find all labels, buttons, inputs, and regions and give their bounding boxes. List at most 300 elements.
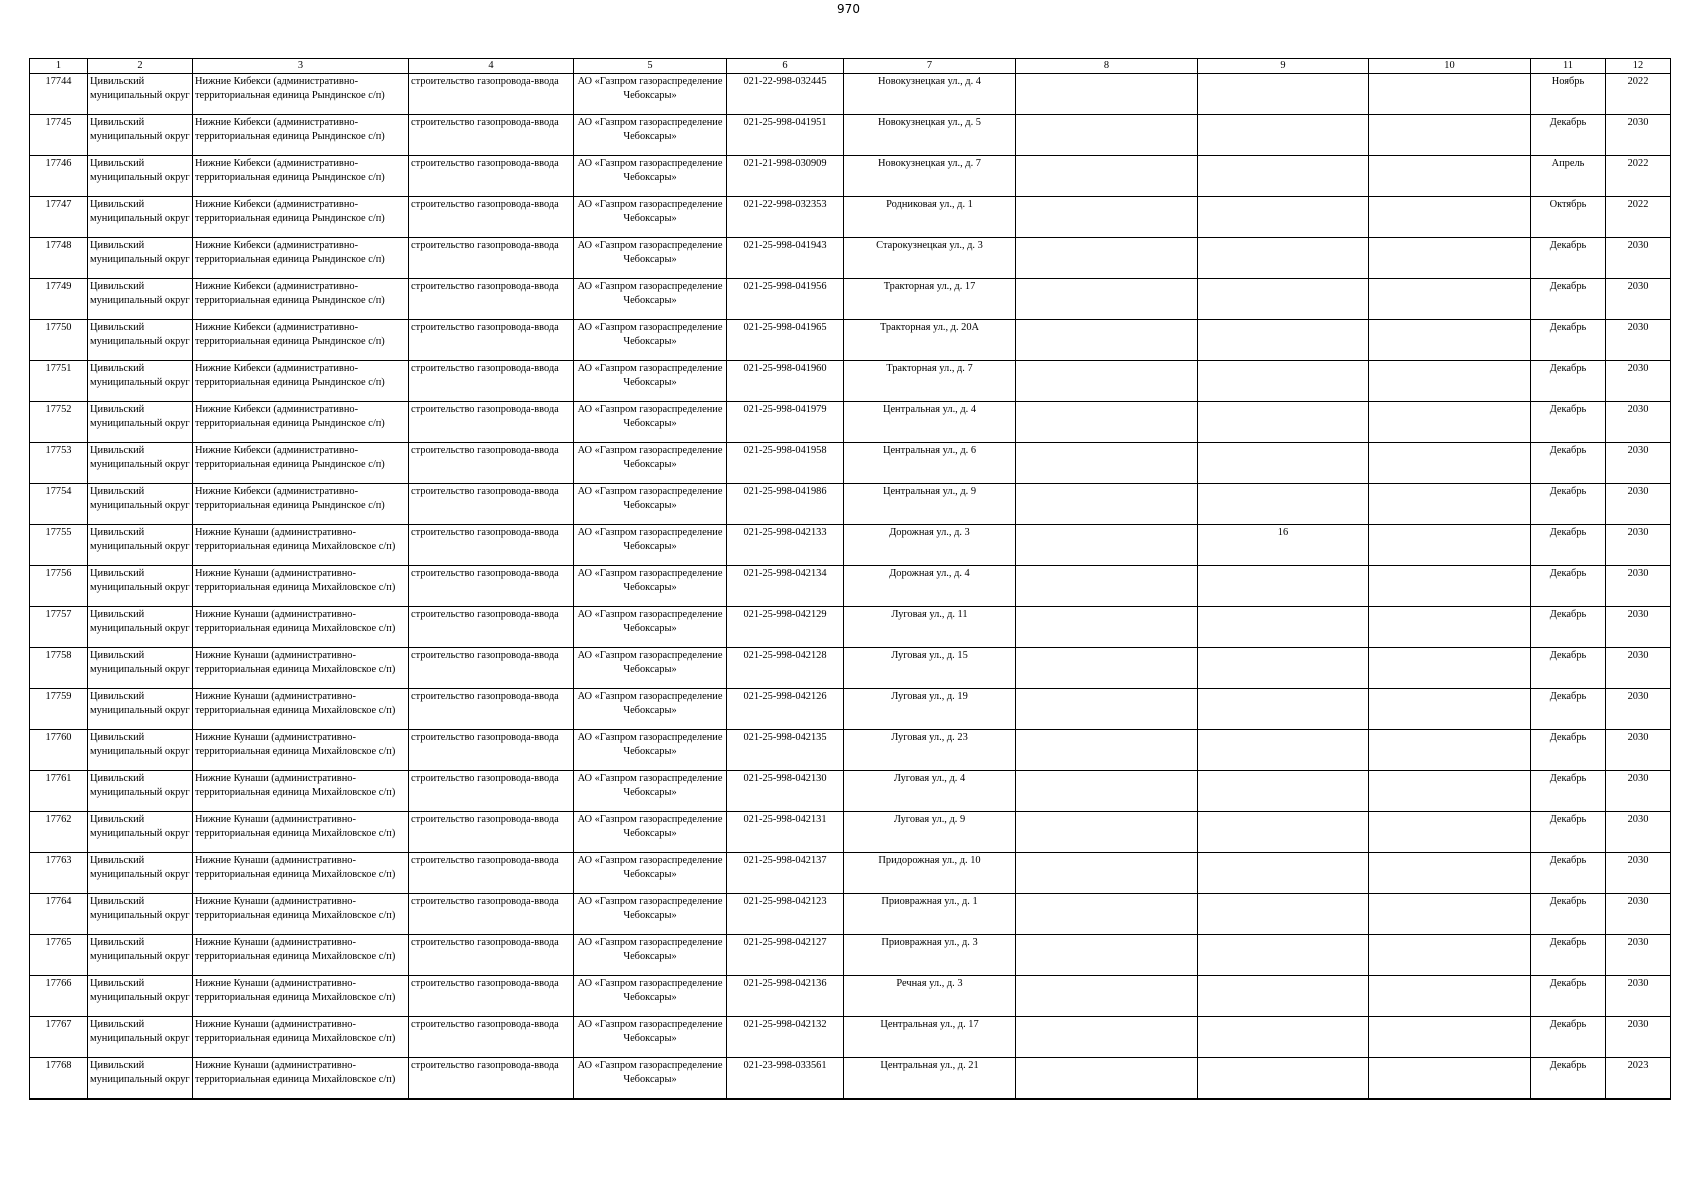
- settlement-name: Нижние Кибекси (административно-территориальная единица Рындинское с/п): [195, 404, 385, 429]
- address: Луговая ул., д. 19: [891, 691, 968, 702]
- settlement-name-cell: [193, 74, 409, 115]
- address-cell: [844, 115, 1016, 156]
- work-type: строительство газопровода-ввода: [411, 240, 559, 251]
- organization-name-cell: [574, 361, 727, 402]
- work-type: строительство газопровода-ввода: [411, 1060, 559, 1071]
- deadline-month: Декабрь: [1549, 773, 1587, 784]
- work-type: строительство газопровода-ввода: [411, 76, 559, 87]
- column-9-value: [1198, 484, 1368, 524]
- settlement-name-cell: [193, 935, 409, 976]
- column-10-value: [1369, 894, 1530, 934]
- district-name-cell: [88, 853, 193, 894]
- column-9-value-cell: [1198, 74, 1369, 115]
- column-10-value: [1369, 484, 1530, 524]
- district-name-cell: [88, 976, 193, 1017]
- column-8-value-cell: [1016, 1058, 1198, 1100]
- organization-name: АО «Газпром газораспределение Чебоксары»: [577, 240, 723, 265]
- settlement-name-cell: [193, 238, 409, 279]
- column-9-value-cell: [1198, 935, 1369, 976]
- column-8-value: [1016, 894, 1197, 934]
- settlement-name-cell: [193, 115, 409, 156]
- record-number: 17762: [45, 814, 72, 825]
- district-name: Цивильский муниципальный округ: [90, 76, 190, 101]
- organization-name: АО «Газпром газораспределение Чебоксары»: [577, 1019, 723, 1044]
- column-8-value-cell: [1016, 730, 1198, 771]
- deadline-year: 2030: [1627, 281, 1649, 292]
- deadline-month-cell: [1531, 689, 1606, 730]
- object-code-cell: [727, 197, 844, 238]
- deadline-year-cell: [1606, 484, 1671, 525]
- district-name: Цивильский муниципальный округ: [90, 732, 190, 757]
- object-code: 021-25-998-042126: [743, 691, 827, 702]
- deadline-year-cell: [1606, 607, 1671, 648]
- column-9-value-cell: [1198, 1058, 1369, 1100]
- settlement-name: Нижние Кунаши (административно-территориальная единица Михайловское с/п): [195, 732, 396, 757]
- object-code: 021-25-998-042128: [743, 650, 827, 661]
- object-code: 021-25-998-042134: [743, 568, 827, 579]
- column-10-value: [1369, 812, 1530, 852]
- work-type-cell: [409, 402, 574, 443]
- work-type-cell: [409, 279, 574, 320]
- column-10-value-cell: [1369, 935, 1531, 976]
- column-8-value: [1016, 238, 1197, 278]
- district-name-cell: [88, 484, 193, 525]
- organization-name-cell: [574, 402, 727, 443]
- settlement-name: Нижние Кибекси (административно-территориальная единица Рындинское с/п): [195, 486, 385, 511]
- column-header: 2: [88, 59, 193, 74]
- district-name-cell: [88, 320, 193, 361]
- table-row: [30, 894, 1671, 935]
- deadline-month: Декабрь: [1549, 937, 1587, 948]
- organization-name: АО «Газпром газораспределение Чебоксары»: [577, 568, 723, 593]
- record-number: 17749: [45, 281, 72, 292]
- column-9-value-cell: [1198, 279, 1369, 320]
- organization-name-cell: [574, 1058, 727, 1100]
- column-8-value: [1016, 1017, 1197, 1057]
- record-number: 17750: [45, 322, 72, 333]
- table-row: [30, 484, 1671, 525]
- deadline-month: Декабрь: [1549, 363, 1587, 374]
- deadline-year: 2030: [1627, 896, 1649, 907]
- address-cell: [844, 648, 1016, 689]
- work-type: строительство газопровода-ввода: [411, 609, 559, 620]
- deadline-year: 2030: [1627, 1019, 1649, 1030]
- object-code: 021-25-998-041943: [743, 240, 827, 251]
- address: Родниковая ул., д. 1: [886, 199, 973, 210]
- record-number: 17754: [45, 486, 72, 497]
- record-number-cell: [30, 1017, 88, 1058]
- organization-name-cell: [574, 443, 727, 484]
- settlement-name: Нижние Кибекси (административно-территориальная единица Рындинское с/п): [195, 240, 385, 265]
- table-body: [30, 74, 1671, 1100]
- address-cell: [844, 894, 1016, 935]
- column-10-value: [1369, 361, 1530, 401]
- column-9-value: [1198, 935, 1368, 975]
- column-10-value: [1369, 443, 1530, 483]
- address-cell: [844, 730, 1016, 771]
- deadline-year: 2030: [1627, 527, 1649, 538]
- settlement-name: Нижние Кунаши (административно-территориальная единица Михайловское с/п): [195, 1019, 396, 1044]
- organization-name: АО «Газпром газораспределение Чебоксары»: [577, 937, 723, 962]
- address: Придорожная ул., д. 10: [878, 855, 981, 866]
- deadline-year: 2022: [1627, 158, 1649, 169]
- column-8-value: [1016, 1058, 1197, 1098]
- address: Луговая ул., д. 23: [891, 732, 968, 743]
- column-numbers-row: [30, 59, 1671, 74]
- district-name: Цивильский муниципальный округ: [90, 117, 190, 142]
- record-number-cell: [30, 935, 88, 976]
- deadline-year-cell: [1606, 402, 1671, 443]
- column-9-value: [1198, 443, 1368, 483]
- column-8-value-cell: [1016, 197, 1198, 238]
- object-code: 021-25-998-041979: [743, 404, 827, 415]
- column-10-value: [1369, 935, 1530, 975]
- deadline-year-cell: [1606, 689, 1671, 730]
- settlement-name: Нижние Кунаши (административно-территориальная единица Михайловское с/п): [195, 896, 396, 921]
- organization-name-cell: [574, 197, 727, 238]
- deadline-month: Декабрь: [1549, 445, 1587, 456]
- deadline-month: Декабрь: [1549, 855, 1587, 866]
- work-type-cell: [409, 730, 574, 771]
- district-name: Цивильский муниципальный округ: [90, 404, 190, 429]
- organization-name: АО «Газпром газораспределение Чебоксары»: [577, 855, 723, 880]
- address: Тракторная ул., д. 20А: [879, 322, 980, 333]
- district-name: Цивильский муниципальный округ: [90, 445, 190, 470]
- deadline-year: 2022: [1627, 76, 1649, 87]
- column-header: 4: [409, 59, 574, 74]
- address: Центральная ул., д. 6: [882, 445, 977, 456]
- organization-name: АО «Газпром газораспределение Чебоксары»: [577, 281, 723, 306]
- column-10-value-cell: [1369, 197, 1531, 238]
- column-9-value: [1198, 566, 1368, 606]
- settlement-name: Нижние Кунаши (административно-территориальная единица Михайловское с/п): [195, 855, 396, 880]
- deadline-month-cell: [1531, 361, 1606, 402]
- work-type-cell: [409, 74, 574, 115]
- column-9-value-cell: [1198, 607, 1369, 648]
- address-cell: [844, 197, 1016, 238]
- work-type: строительство газопровода-ввода: [411, 527, 559, 538]
- deadline-year-cell: [1606, 525, 1671, 566]
- column-header: 10: [1369, 59, 1531, 74]
- district-name-cell: [88, 935, 193, 976]
- table-header: [30, 59, 1671, 74]
- deadline-month-cell: [1531, 566, 1606, 607]
- deadline-year: 2022: [1627, 199, 1649, 210]
- organization-name-cell: [574, 566, 727, 607]
- deadline-month-cell: [1531, 1017, 1606, 1058]
- deadline-month: Декабрь: [1549, 691, 1587, 702]
- work-type-cell: [409, 484, 574, 525]
- organization-name-cell: [574, 935, 727, 976]
- column-9-value-cell: [1198, 1017, 1369, 1058]
- column-10-value: [1369, 156, 1530, 196]
- deadline-year: 2030: [1627, 691, 1649, 702]
- deadline-year: 2030: [1627, 240, 1649, 251]
- table-row: [30, 361, 1671, 402]
- address: Центральная ул., д. 21: [880, 1060, 979, 1071]
- work-type: строительство газопровода-ввода: [411, 568, 559, 579]
- column-8-value: [1016, 279, 1197, 319]
- column-9-value-cell: [1198, 443, 1369, 484]
- settlement-name: Нижние Кибекси (административно-территориальная единица Рындинское с/п): [195, 117, 385, 142]
- deadline-year-cell: [1606, 279, 1671, 320]
- deadline-year: 2023: [1627, 1060, 1649, 1071]
- deadline-month-cell: [1531, 279, 1606, 320]
- record-number: 17757: [45, 609, 72, 620]
- address-cell: [844, 156, 1016, 197]
- deadline-month-cell: [1531, 484, 1606, 525]
- object-code: 021-25-998-041965: [743, 322, 827, 333]
- column-10-value-cell: [1369, 1058, 1531, 1100]
- settlement-name-cell: [193, 197, 409, 238]
- table-row: [30, 812, 1671, 853]
- column-header: 1: [30, 59, 88, 74]
- organization-name: АО «Газпром газораспределение Чебоксары»: [577, 527, 723, 552]
- object-code-cell: [727, 279, 844, 320]
- deadline-month: Декабрь: [1549, 486, 1587, 497]
- deadline-year: 2030: [1627, 937, 1649, 948]
- deadline-year: 2030: [1627, 609, 1649, 620]
- address-cell: [844, 443, 1016, 484]
- object-code-cell: [727, 525, 844, 566]
- record-number-cell: [30, 1058, 88, 1100]
- work-type-cell: [409, 238, 574, 279]
- deadline-year-cell: [1606, 976, 1671, 1017]
- deadline-month-cell: [1531, 1058, 1606, 1100]
- district-name: Цивильский муниципальный округ: [90, 937, 190, 962]
- district-name: Цивильский муниципальный округ: [90, 568, 190, 593]
- column-9-value: [1198, 812, 1368, 852]
- column-10-value-cell: [1369, 361, 1531, 402]
- deadline-year: 2030: [1627, 486, 1649, 497]
- deadline-year-cell: [1606, 566, 1671, 607]
- record-number-cell: [30, 115, 88, 156]
- column-8-value-cell: [1016, 648, 1198, 689]
- deadline-year-cell: [1606, 935, 1671, 976]
- district-name: Цивильский муниципальный округ: [90, 773, 190, 798]
- column-8-value-cell: [1016, 1017, 1198, 1058]
- address-cell: [844, 74, 1016, 115]
- address-cell: [844, 484, 1016, 525]
- district-name-cell: [88, 1017, 193, 1058]
- work-type: строительство газопровода-ввода: [411, 937, 559, 948]
- object-code-cell: [727, 771, 844, 812]
- district-name: Цивильский муниципальный округ: [90, 650, 190, 675]
- work-type-cell: [409, 976, 574, 1017]
- column-10-value-cell: [1369, 156, 1531, 197]
- organization-name-cell: [574, 484, 727, 525]
- address: Тракторная ул., д. 17: [883, 281, 976, 292]
- column-10-value-cell: [1369, 115, 1531, 156]
- settlement-name: Нижние Кунаши (административно-территориальная единица Михайловское с/п): [195, 937, 396, 962]
- settlement-name-cell: [193, 730, 409, 771]
- deadline-month: Декабрь: [1549, 732, 1587, 743]
- district-name: Цивильский муниципальный округ: [90, 814, 190, 839]
- organization-name: АО «Газпром газораспределение Чебоксары»: [577, 732, 723, 757]
- organization-name: АО «Газпром газораспределение Чебоксары»: [577, 896, 723, 921]
- column-8-value: [1016, 648, 1197, 688]
- column-8-value-cell: [1016, 361, 1198, 402]
- organization-name: АО «Газпром газораспределение Чебоксары»: [577, 978, 723, 1003]
- deadline-month: Декабрь: [1549, 568, 1587, 579]
- deadline-year: 2030: [1627, 404, 1649, 415]
- column-8-value-cell: [1016, 320, 1198, 361]
- organization-name: АО «Газпром газораспределение Чебоксары»: [577, 322, 723, 347]
- object-code-cell: [727, 689, 844, 730]
- work-type-cell: [409, 935, 574, 976]
- object-code: 021-25-998-042133: [743, 527, 827, 538]
- organization-name: АО «Газпром газораспределение Чебоксары»: [577, 363, 723, 388]
- table-row: [30, 238, 1671, 279]
- organization-name: АО «Газпром газораспределение Чебоксары»: [577, 158, 723, 183]
- record-number-cell: [30, 771, 88, 812]
- record-number: 17767: [45, 1019, 72, 1030]
- column-header: 11: [1531, 59, 1606, 74]
- work-type-cell: [409, 320, 574, 361]
- work-type-cell: [409, 156, 574, 197]
- district-name-cell: [88, 525, 193, 566]
- organization-name-cell: [574, 730, 727, 771]
- column-header: 12: [1606, 59, 1671, 74]
- record-number-cell: [30, 566, 88, 607]
- column-header: 6: [727, 59, 844, 74]
- work-type-cell: [409, 894, 574, 935]
- address-cell: [844, 1017, 1016, 1058]
- work-type: строительство газопровода-ввода: [411, 281, 559, 292]
- address-cell: [844, 361, 1016, 402]
- settlement-name: Нижние Кибекси (административно-территориальная единица Рындинское с/п): [195, 322, 385, 347]
- object-code: 021-25-998-042123: [743, 896, 827, 907]
- address-cell: [844, 402, 1016, 443]
- object-code: 021-25-998-042132: [743, 1019, 827, 1030]
- record-number: 17759: [45, 691, 72, 702]
- object-code-cell: [727, 320, 844, 361]
- organization-name: АО «Газпром газораспределение Чебоксары»: [577, 445, 723, 470]
- table-row: [30, 443, 1671, 484]
- record-number-cell: [30, 648, 88, 689]
- district-name-cell: [88, 443, 193, 484]
- column-10-value-cell: [1369, 484, 1531, 525]
- work-type-cell: [409, 648, 574, 689]
- organization-name: АО «Газпром газораспределение Чебоксары»: [577, 1060, 723, 1085]
- table-row: [30, 853, 1671, 894]
- deadline-month: Декабрь: [1549, 322, 1587, 333]
- deadline-year: 2030: [1627, 568, 1649, 579]
- address: Приовражная ул., д. 3: [881, 937, 978, 948]
- column-8-value: [1016, 402, 1197, 442]
- deadline-year: 2030: [1627, 814, 1649, 825]
- table-row: [30, 74, 1671, 115]
- column-8-value-cell: [1016, 976, 1198, 1017]
- settlement-name-cell: [193, 894, 409, 935]
- settlement-name-cell: [193, 607, 409, 648]
- district-name-cell: [88, 156, 193, 197]
- column-8-value-cell: [1016, 812, 1198, 853]
- column-10-value: [1369, 525, 1530, 565]
- deadline-year-cell: [1606, 853, 1671, 894]
- deadline-month-cell: [1531, 197, 1606, 238]
- column-10-value: [1369, 853, 1530, 893]
- column-9-value: [1198, 279, 1368, 319]
- column-9-value-cell: [1198, 197, 1369, 238]
- district-name-cell: [88, 279, 193, 320]
- settlement-name: Нижние Кунаши (административно-территориальная единица Михайловское с/п): [195, 527, 396, 552]
- table-row: [30, 156, 1671, 197]
- district-name-cell: [88, 115, 193, 156]
- district-name-cell: [88, 648, 193, 689]
- settlement-name: Нижние Кунаши (административно-территориальная единица Михайловское с/п): [195, 978, 396, 1003]
- column-9-value-cell: [1198, 853, 1369, 894]
- record-number: 17747: [45, 199, 72, 210]
- deadline-year-cell: [1606, 443, 1671, 484]
- column-10-value-cell: [1369, 771, 1531, 812]
- district-name: Цивильский муниципальный округ: [90, 855, 190, 880]
- record-number-cell: [30, 894, 88, 935]
- organization-name-cell: [574, 812, 727, 853]
- deadline-year-cell: [1606, 730, 1671, 771]
- organization-name-cell: [574, 320, 727, 361]
- table-row: [30, 566, 1671, 607]
- work-type: строительство газопровода-ввода: [411, 896, 559, 907]
- column-10-value: [1369, 115, 1530, 155]
- column-9-value: [1198, 115, 1368, 155]
- column-9-value-cell: [1198, 648, 1369, 689]
- column-8-value: [1016, 607, 1197, 647]
- column-9-value-cell: [1198, 525, 1369, 566]
- work-type-cell: [409, 1058, 574, 1100]
- address: Тракторная ул., д. 7: [886, 363, 973, 374]
- settlement-name: Нижние Кунаши (административно-территориальная единица Михайловское с/п): [195, 568, 396, 593]
- object-code-cell: [727, 935, 844, 976]
- column-9-value-cell: [1198, 566, 1369, 607]
- deadline-month-cell: [1531, 607, 1606, 648]
- organization-name: АО «Газпром газораспределение Чебоксары»: [577, 691, 723, 716]
- column-8-value: [1016, 74, 1197, 114]
- table-row: [30, 935, 1671, 976]
- district-name-cell: [88, 730, 193, 771]
- deadline-month-cell: [1531, 648, 1606, 689]
- column-8-value-cell: [1016, 115, 1198, 156]
- object-code: 021-23-998-033561: [743, 1060, 827, 1071]
- address-cell: [844, 935, 1016, 976]
- organization-name: АО «Газпром газораспределение Чебоксары»: [577, 486, 723, 511]
- record-number: 17748: [45, 240, 72, 251]
- object-code: 021-25-998-041960: [743, 363, 827, 374]
- address-cell: [844, 279, 1016, 320]
- column-8-value-cell: [1016, 402, 1198, 443]
- district-name-cell: [88, 812, 193, 853]
- record-number: 17756: [45, 568, 72, 579]
- column-9-value: [1198, 1058, 1368, 1098]
- settlement-name: Нижние Кунаши (административно-территориальная единица Михайловское с/п): [195, 773, 396, 798]
- column-10-value: [1369, 74, 1530, 114]
- work-type: строительство газопровода-ввода: [411, 486, 559, 497]
- deadline-month-cell: [1531, 525, 1606, 566]
- column-8-value-cell: [1016, 771, 1198, 812]
- deadline-month-cell: [1531, 115, 1606, 156]
- table-row: [30, 320, 1671, 361]
- column-10-value-cell: [1369, 74, 1531, 115]
- organization-name-cell: [574, 74, 727, 115]
- organization-name-cell: [574, 894, 727, 935]
- organization-name-cell: [574, 156, 727, 197]
- record-number: 17766: [45, 978, 72, 989]
- district-name: Цивильский муниципальный округ: [90, 240, 190, 265]
- work-type: строительство газопровода-ввода: [411, 691, 559, 702]
- settlement-name: Нижние Кунаши (административно-территориальная единица Михайловское с/п): [195, 814, 396, 839]
- table-row: [30, 115, 1671, 156]
- column-10-value: [1369, 607, 1530, 647]
